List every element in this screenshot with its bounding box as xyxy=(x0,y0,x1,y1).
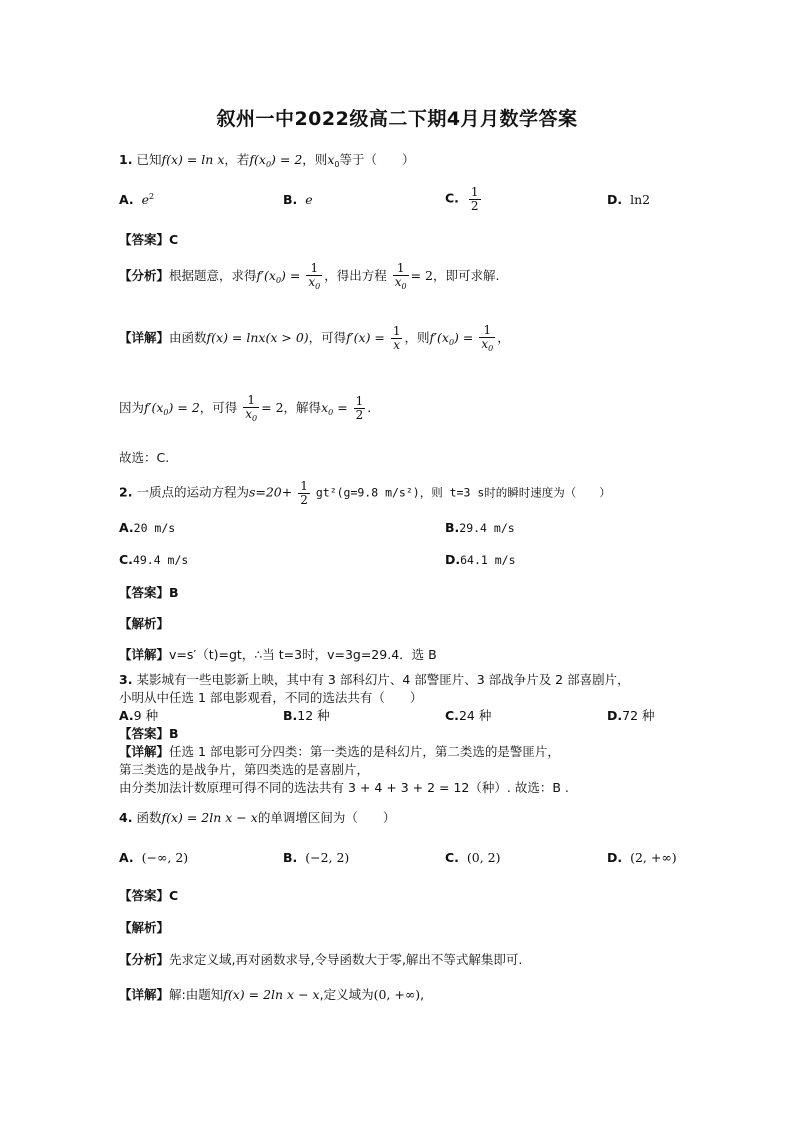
detail-text-c: ，则 xyxy=(404,329,430,345)
option-text: 49.4 m/s xyxy=(132,553,189,567)
analysis-label: 【分析】 xyxy=(119,267,170,283)
answer-value: C xyxy=(169,232,179,247)
q4-jiexi: 【解析】 xyxy=(119,920,170,935)
q2-option-d xyxy=(445,552,516,567)
analysis-text-c: ，即可求解. xyxy=(433,267,500,283)
fraction-num: 1 xyxy=(300,479,308,493)
q3-stem-line2: 小明从中任选 1 部电影观看，不同的选法共有（ ） xyxy=(119,690,423,705)
q2-jiexi: 【解析】 xyxy=(119,616,170,631)
because-text-b: ，可得 xyxy=(199,399,238,415)
detail-expr: f′(x xyxy=(429,329,449,345)
fraction-den: 2 xyxy=(355,407,364,422)
option-text: 72 种 xyxy=(622,708,655,723)
analysis-text-b: ，得出方程 xyxy=(324,267,387,283)
q1-stem-text-b: ，若 xyxy=(224,152,250,167)
detail-sub: 0 xyxy=(448,337,455,347)
fraction: $\frac{1}{x_0}$ xyxy=(394,261,407,291)
q4-option-b xyxy=(283,850,349,865)
detail-label: 【详解】 xyxy=(119,647,170,662)
option-text: (2, +∞) xyxy=(630,850,677,865)
q4-option-c xyxy=(445,850,501,865)
q1-stem xyxy=(119,150,414,169)
analysis-expr: f′(x xyxy=(256,267,276,283)
detail-formula: f(x) = lnx(x > 0) xyxy=(206,329,309,345)
option-letter: C. xyxy=(119,552,133,567)
detail-label: 【详解】 xyxy=(119,987,170,1002)
analysis-sub: 0 xyxy=(275,275,282,285)
because-text-a: 因为 xyxy=(119,399,145,415)
q1-fx0-end: ) = 2 xyxy=(271,152,303,167)
q1-sub-a: 0 xyxy=(265,160,272,169)
q4-stem xyxy=(119,808,395,826)
q1-stem-text-c: ，则 xyxy=(302,152,328,167)
q2-formula: s=20+ xyxy=(248,484,293,500)
analysis-eq2: = 2 xyxy=(410,267,433,283)
option-letter: D. xyxy=(445,552,461,567)
answer-label: 【答案】 xyxy=(119,726,170,741)
option-letter: C. xyxy=(445,708,459,723)
option-letter: A. xyxy=(119,708,134,723)
q1-option-b xyxy=(283,192,313,207)
fraction-num: 1 xyxy=(483,323,492,337)
fraction xyxy=(469,186,481,212)
option-letter: C. xyxy=(445,850,459,865)
q1-conclusion: 故选：C. xyxy=(119,450,170,465)
fraction: $\frac{1}{x_0}$ xyxy=(308,261,321,291)
answer-value: C xyxy=(169,888,179,903)
option-letter: A. xyxy=(119,850,134,865)
detail-eq: ) = xyxy=(454,329,474,345)
fraction: $\frac{1}{x_0}$ xyxy=(245,393,258,423)
analysis-eq: ) = xyxy=(281,267,301,283)
fraction xyxy=(354,395,366,421)
q3-option-c xyxy=(445,706,491,724)
q2-option-c xyxy=(119,552,188,567)
q3-detail-line1 xyxy=(119,742,560,760)
detail-text-d: ， xyxy=(497,329,510,345)
fraction xyxy=(391,325,403,351)
q1-number: 1. xyxy=(119,152,133,167)
q1-because: 因为$f'(x_0) = 2$，可得 $\frac{1}{x_0}$ = 2，解得$x_0$ = $\frac{1}{2}$ . xyxy=(119,393,372,423)
q2-answer xyxy=(119,583,179,601)
fraction-den: 2 xyxy=(300,492,308,507)
q1-fx0: f(x xyxy=(249,152,266,167)
q4-option-d xyxy=(607,850,677,865)
option-letter: B. xyxy=(283,850,298,865)
q2-detail xyxy=(119,645,437,663)
option-text: ln2 xyxy=(630,192,651,207)
q1-stem-text-d: 等于（ ） xyxy=(339,152,415,167)
option-letter: A. xyxy=(119,192,134,207)
q1-answer xyxy=(119,230,178,248)
q3-option-b xyxy=(283,706,330,724)
detail-text-a: 解:由题知 xyxy=(169,987,224,1002)
option-text: (0, 2) xyxy=(466,850,501,865)
detail-text-c: , xyxy=(420,987,425,1002)
q4-stem-text-b: 的单调增区间为（ ） xyxy=(257,810,396,825)
fraction-sub: 0 xyxy=(315,281,321,291)
detail-text: v=s′（t)=gt，∴当 t=3时，v=3g=29.4．选 B xyxy=(169,647,437,662)
q4-formula: f(x) = 2ln x − x xyxy=(161,810,258,825)
q1-option-a xyxy=(119,192,154,207)
q1-x0: x xyxy=(327,152,335,167)
fraction-num: 1 xyxy=(355,394,364,409)
fraction-sub: 0 xyxy=(252,413,258,423)
detail-domain: (0, +∞) xyxy=(373,987,421,1002)
because-sub: 0 xyxy=(163,407,169,417)
q1-analysis xyxy=(119,262,499,291)
q3-detail-line3: 由分类加法计数原理可得不同的选法共有 3 + 4 + 3 + 2 = 12（种）. 故选：B . xyxy=(119,780,569,795)
option-text: 20 m/s xyxy=(133,521,176,535)
option-text: 9 种 xyxy=(133,708,159,723)
option-letter: D. xyxy=(607,850,623,865)
q2-option-a xyxy=(119,520,175,535)
answer-label: 【答案】 xyxy=(119,585,170,600)
q2-option-b xyxy=(445,520,515,535)
option-sup: 2 xyxy=(149,192,155,201)
fraction-num: 1 xyxy=(396,261,405,275)
q3-number: 3. xyxy=(119,672,133,687)
answer-label: 【答案】 xyxy=(119,888,170,903)
detail-text-a: 由函数 xyxy=(169,329,207,345)
fraction-den: x xyxy=(393,337,401,352)
fraction xyxy=(298,480,310,506)
q1-option-d xyxy=(607,192,650,207)
q2-stem-text: 一质点的运动方程为 xyxy=(136,484,249,500)
q1-formula: f(x) = ln x xyxy=(161,152,225,167)
option-text: e xyxy=(305,192,313,207)
option-text: (−2, 2) xyxy=(305,850,350,865)
q3-detail-line2: 第三类选的是战争片，第四类选的是喜剧片， xyxy=(119,762,370,777)
option-letter: B. xyxy=(283,708,298,723)
detail-fprime: f′(x) = xyxy=(346,329,385,345)
option-letter: B. xyxy=(445,520,460,535)
q4-stem-text-a: 函数 xyxy=(136,810,162,825)
because-sub2: 0 xyxy=(328,407,334,417)
detail-text-b: ，可得 xyxy=(308,329,347,345)
option-text: 12 种 xyxy=(297,708,330,723)
option-text: 64.1 m/s xyxy=(460,553,516,567)
detail-formula: f(x) = 2ln x − x xyxy=(223,987,320,1002)
option-letter: D. xyxy=(607,708,623,723)
option-letter: D. xyxy=(607,192,623,207)
page-title: 叙州一中2022级高二下期4月月数学答案 xyxy=(216,108,578,130)
q3-option-d xyxy=(607,706,655,724)
q1-sub-b: 0 xyxy=(334,160,340,169)
fraction-sub: 0 xyxy=(488,343,494,353)
q2-stem-tail: gt²(g=9.8 m/s²)，则 t=3 s时的瞬时速度为（ ） xyxy=(315,485,611,500)
option-text: e xyxy=(141,192,150,207)
because-eq: ) = 2 xyxy=(168,399,200,415)
detail-label: 【详解】 xyxy=(119,329,170,345)
q3-answer xyxy=(119,724,179,742)
fraction: $\frac{1}{x_0}$ xyxy=(481,323,494,353)
q1-detail xyxy=(119,324,510,353)
answer-value: B xyxy=(169,585,179,600)
detail-text: 任选 1 部电影可分四类：第一类选的是科幻片，第二类选的是警匪片， xyxy=(169,744,560,759)
fraction-num: 1 xyxy=(470,185,479,199)
because-text-d: . xyxy=(367,399,372,415)
option-letter: B. xyxy=(283,192,298,207)
fraction-sub: 0 xyxy=(401,281,407,291)
q4-detail xyxy=(119,985,424,1003)
q4-option-a xyxy=(119,850,188,865)
q4-analysis xyxy=(119,950,522,968)
option-text: 24 种 xyxy=(458,708,492,723)
q3-stem-text: 某影城有一些电影新上映，其中有 3 部科幻片、4 部警匪片、3 部战争片及 2 部喜剧片， xyxy=(136,672,630,687)
detail-label: 【详解】 xyxy=(119,744,170,759)
option-text: (−∞, 2) xyxy=(141,850,189,865)
because-x0: x xyxy=(321,399,329,415)
fraction-den: 2 xyxy=(470,198,479,213)
fraction-num: 1 xyxy=(310,261,319,275)
q1-option-c xyxy=(445,186,483,212)
analysis-label: 【分析】 xyxy=(119,952,170,967)
q2-stem xyxy=(119,480,611,506)
answer-value: B xyxy=(169,726,179,741)
option-text: 29.4 m/s xyxy=(459,521,515,535)
option-letter: A. xyxy=(119,520,134,535)
answer-label: 【答案】 xyxy=(119,232,170,247)
fraction-num: 1 xyxy=(392,324,401,339)
analysis-text: 先求定义域,再对函数求导,令导函数大于零,解出不等式解集即可. xyxy=(169,952,523,967)
detail-text-b: ,定义域为 xyxy=(319,987,374,1002)
q2-number: 2. xyxy=(119,484,133,500)
fraction-num: 1 xyxy=(247,393,256,407)
because-expr: f′(x xyxy=(144,399,164,415)
q1-stem-text-a: 已知 xyxy=(136,152,162,167)
q3-option-a xyxy=(119,706,158,724)
q4-number: 4. xyxy=(119,810,133,825)
analysis-text-a: 根据题意，求得 xyxy=(169,267,257,283)
q3-stem-line1 xyxy=(119,670,630,688)
option-letter: C. xyxy=(445,190,459,206)
because-eq2: = 2 xyxy=(261,399,284,415)
because-text-c: ，解得 xyxy=(283,399,322,415)
q4-answer xyxy=(119,886,178,904)
